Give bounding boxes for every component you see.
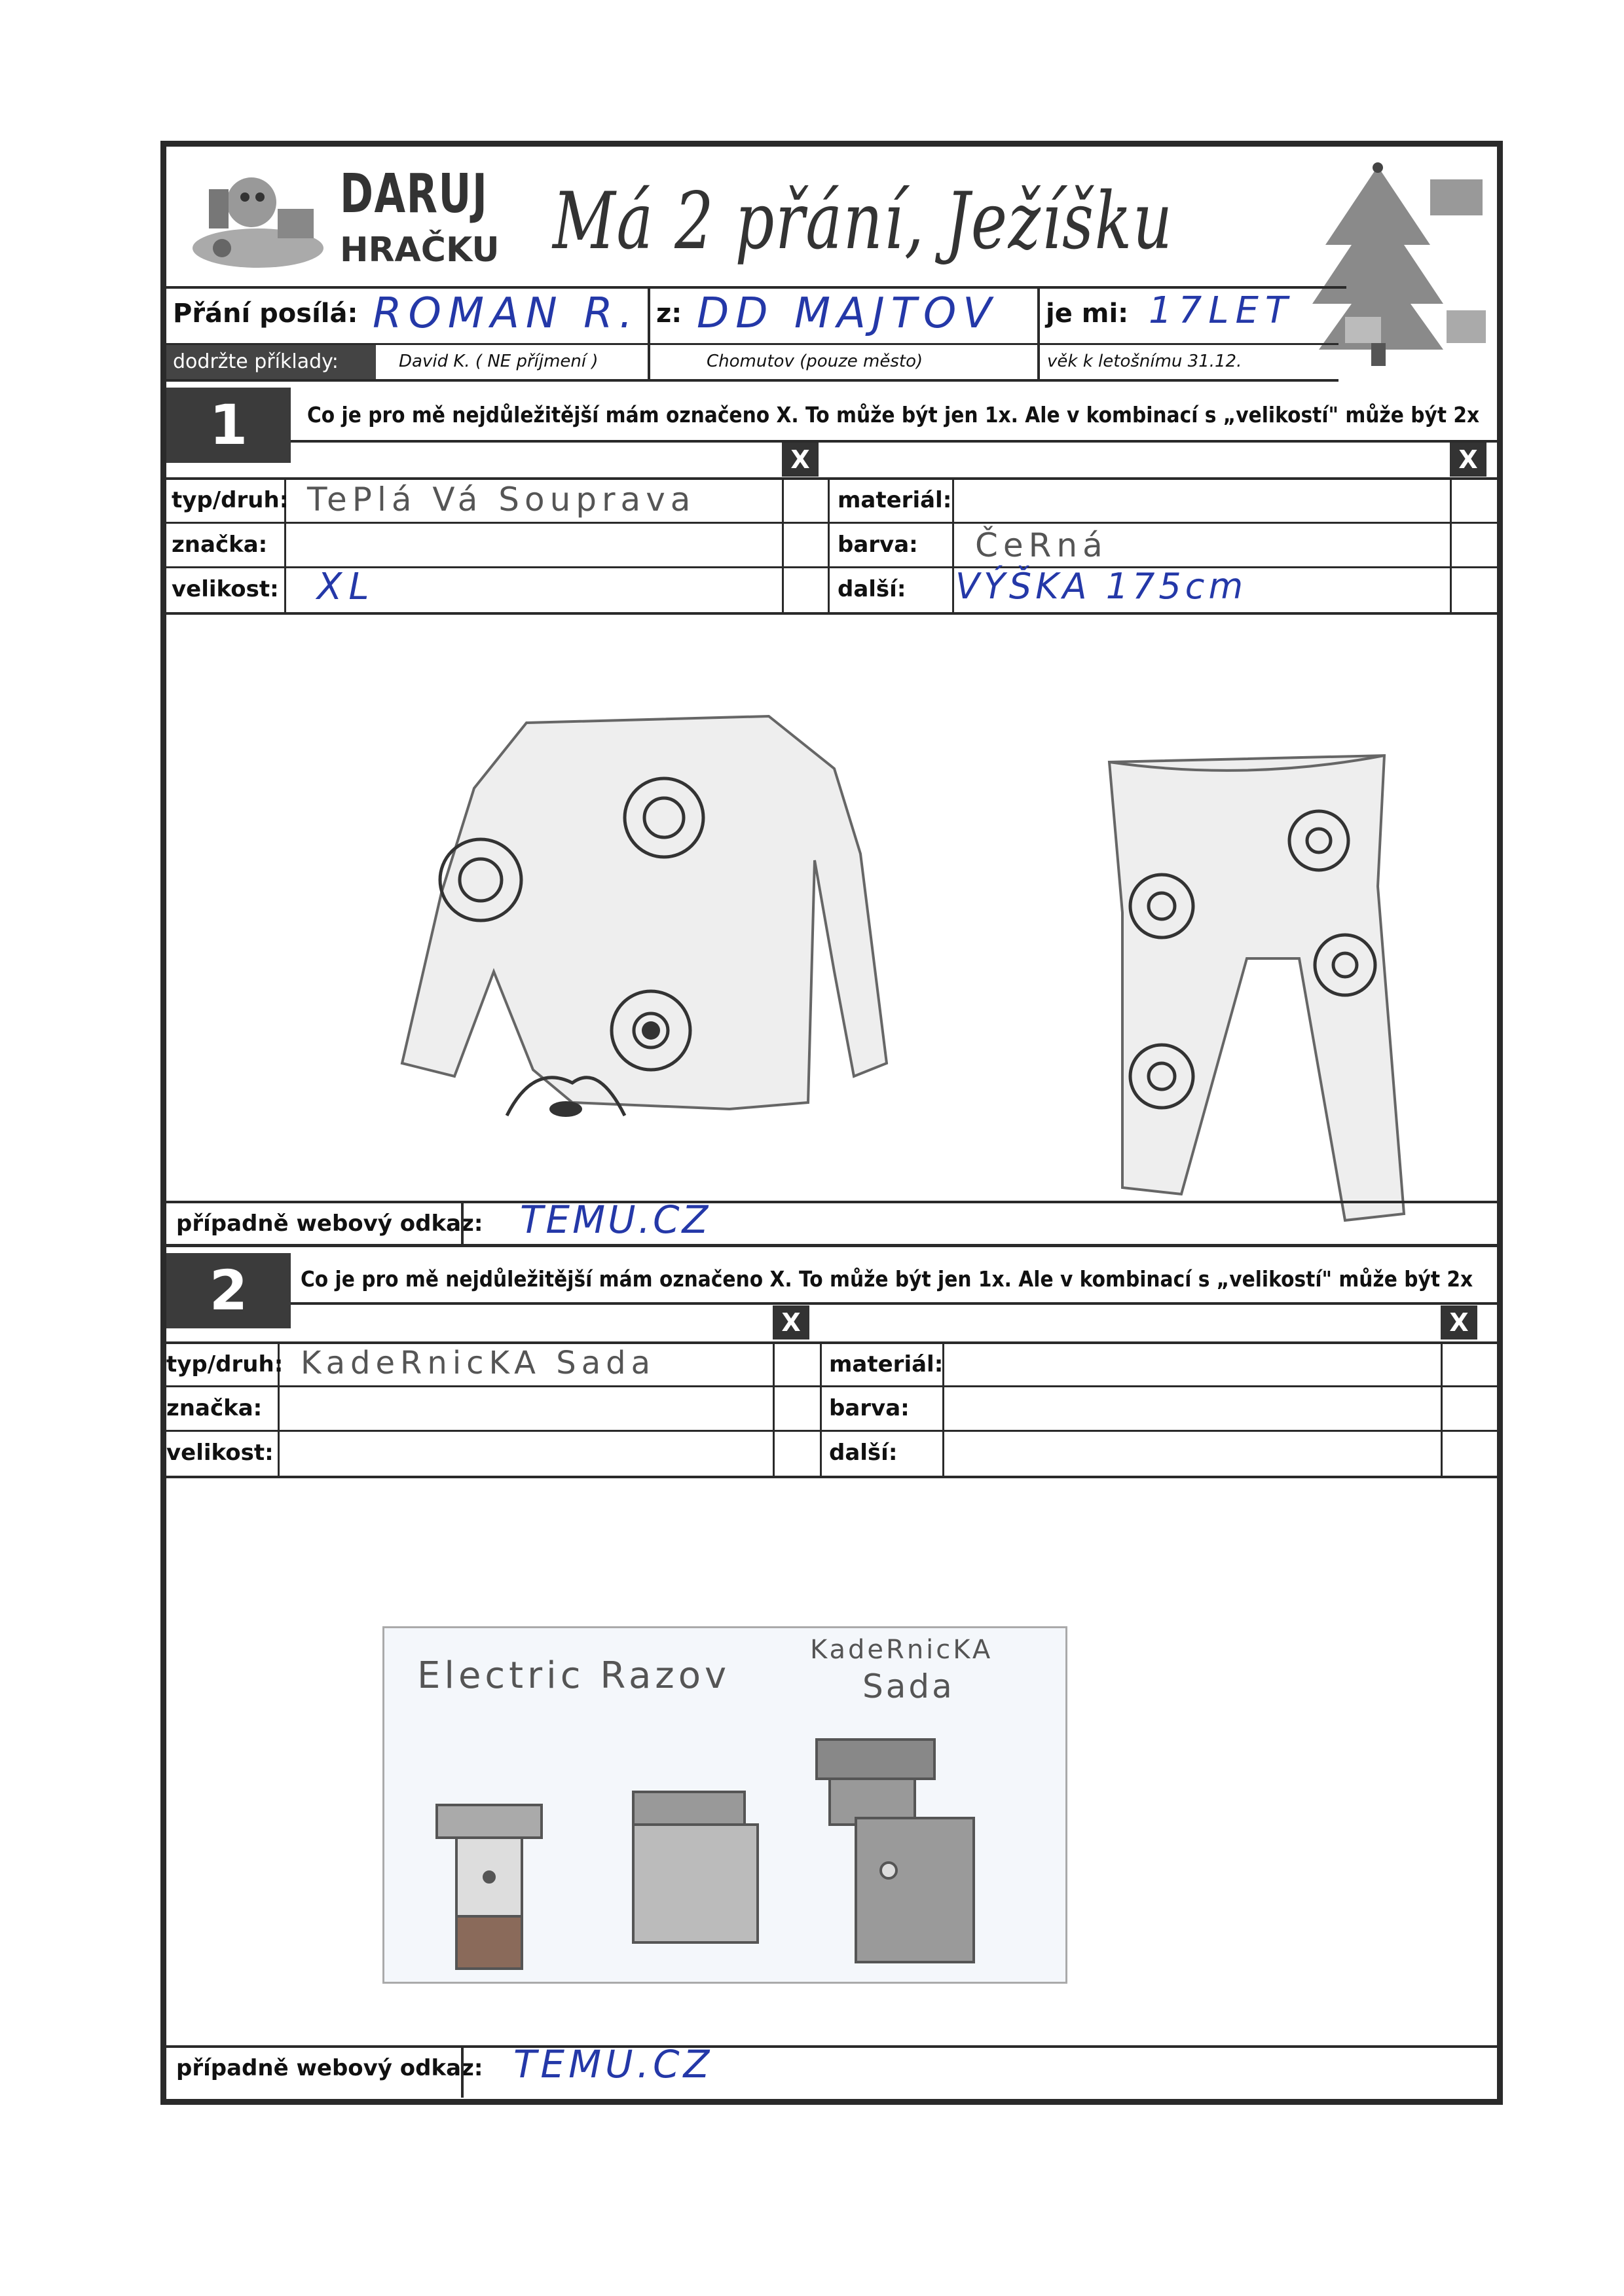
wish-2-table-top xyxy=(291,1302,1497,1305)
wish-1-web-line-bottom xyxy=(166,1244,1497,1247)
sweater-drawing-icon xyxy=(363,697,1018,1233)
wish-2-row-line-3 xyxy=(166,1430,1497,1432)
wish-2-web-line-top xyxy=(166,2045,1497,2048)
name-example: David K. ( NE příjmení ) xyxy=(399,352,599,371)
wish-2-color-label: barva: xyxy=(829,1395,910,1421)
age-label: je mi: xyxy=(1046,299,1129,329)
header-divider xyxy=(166,286,1346,289)
wish-2-drawing-label-left: Electric Razov xyxy=(417,1654,731,1697)
wish-1-col-2 xyxy=(782,477,784,612)
wish-2-col-3 xyxy=(820,1341,822,1476)
logo-line2: HRAČKU xyxy=(340,230,500,270)
wish-1-type-field[interactable]: TePlá Vá Souprava xyxy=(307,481,696,519)
wish-2-row-line-1 xyxy=(166,1341,1497,1344)
wish-1-drawing xyxy=(363,697,1476,1233)
wish-2-number: 2 xyxy=(166,1253,291,1328)
wish-1-web-divider xyxy=(461,1201,464,1244)
wish-1-question: Co je pro mě nejdůležitější mám označeno X. To může být jen 1x. Ale v kombinací s „velikostí" může být 2x xyxy=(307,402,1480,428)
wish-2-brand-label: značka: xyxy=(166,1395,263,1421)
wish-1-color-field[interactable]: ČeRná xyxy=(975,526,1108,564)
wish-1-type-label: typ/druh: xyxy=(172,487,289,513)
sender-name-field[interactable]: ROMAN R. xyxy=(373,289,639,338)
page-title: Má 2 přání, Ježíšku xyxy=(553,176,1173,267)
clipper-set-drawing-icon xyxy=(384,1628,1065,1982)
wish-1-number: 1 xyxy=(166,388,291,463)
wish-1-other-label: další: xyxy=(838,576,906,602)
wish-1-size-label: velikost: xyxy=(172,576,279,602)
examples-divider-2 xyxy=(1037,345,1040,379)
wish-2-x-right[interactable]: X xyxy=(1441,1305,1477,1339)
wish-1-col-4 xyxy=(952,477,954,612)
wish-2-row-line-2 xyxy=(166,1385,1497,1387)
sender-label: Přání posílá: xyxy=(173,299,358,329)
wish-2-row-line-4 xyxy=(166,1476,1497,1478)
wish-1-x-right[interactable]: X xyxy=(1450,443,1486,477)
wish-1-row-line-4 xyxy=(166,612,1497,615)
wish-1-web-label: případně webový odkaz: xyxy=(176,1211,483,1237)
wish-1-other-field[interactable]: VÝŠKA 175cm xyxy=(955,566,1247,607)
wish-2-type-label: typ/druh: xyxy=(166,1351,284,1377)
wish-2-type-field[interactable]: KadeRnicKA Sada xyxy=(301,1345,656,1381)
wish-2-col-2 xyxy=(773,1341,775,1476)
age-field[interactable]: 17LET xyxy=(1149,289,1295,332)
wish-1-row-line-1 xyxy=(166,477,1497,480)
examples-label: dodržte příklady: xyxy=(166,345,376,379)
sender-divider-2 xyxy=(1037,286,1040,352)
wish-2-material-label: materiál: xyxy=(829,1351,944,1377)
wish-1-brand-label: značka: xyxy=(172,532,268,558)
wish-2-col-5 xyxy=(1441,1341,1443,1476)
wish-2-drawing-label-right-1: KadeRnicKA xyxy=(810,1635,993,1665)
wish-1-web-line-top xyxy=(166,1201,1497,1203)
wish-1-x-left[interactable]: X xyxy=(782,443,819,477)
wish-2-web-field[interactable]: TEMU.CZ xyxy=(513,2042,714,2086)
wish-2-drawing-label-right-2: Sada xyxy=(862,1667,955,1705)
wish-2-question: Co je pro mě nejdůležitější mám označeno X. To může být jen 1x. Ale v kombinací s „velikostí" může být 2x xyxy=(301,1266,1473,1292)
wish-1-table-top xyxy=(291,440,1497,443)
place-example: Chomutov (pouze město) xyxy=(707,352,923,371)
wish-2-web-label: případně webový odkaz: xyxy=(176,2055,483,2081)
place-field[interactable]: DD MAJTOV xyxy=(697,289,999,338)
wish-1-col-5 xyxy=(1450,477,1452,612)
wish-form xyxy=(160,141,1503,2105)
place-label: z: xyxy=(656,299,682,329)
pants-drawing-icon xyxy=(1096,742,1437,1227)
wish-2-x-left[interactable]: X xyxy=(773,1305,809,1339)
sender-divider-1 xyxy=(648,286,650,352)
wish-1-col-3 xyxy=(828,477,830,612)
wish-1-color-label: barva: xyxy=(838,532,918,558)
wish-2-other-label: další: xyxy=(829,1440,898,1466)
age-example: věk k letošnímu 31.12. xyxy=(1047,352,1242,371)
wish-1-row-line-2 xyxy=(166,522,1497,524)
wish-1-size-field[interactable]: XL xyxy=(317,566,376,608)
wish-2-size-label: velikost: xyxy=(166,1440,274,1466)
wish-2-drawing xyxy=(382,1626,1067,1984)
wish-1-web-field[interactable]: TEMU.CZ xyxy=(520,1197,711,1242)
examples-bar xyxy=(166,343,1338,382)
logo-line1: DARUJ xyxy=(340,163,489,225)
christmas-tree-icon xyxy=(1280,153,1496,369)
examples-divider-1 xyxy=(648,345,650,379)
wish-1-material-label: materiál: xyxy=(838,487,952,513)
logo-illustration-icon xyxy=(183,163,333,274)
wish-2-web-divider xyxy=(461,2045,464,2098)
